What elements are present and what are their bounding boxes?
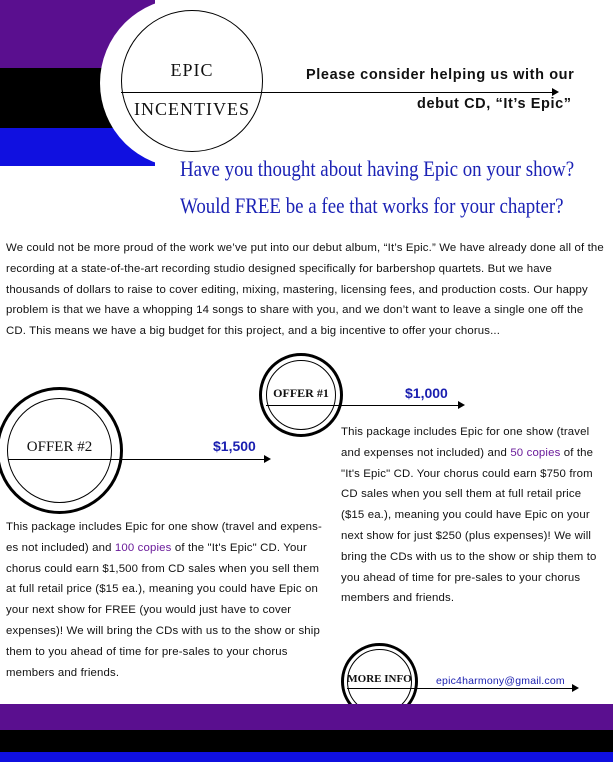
contact-email-link[interactable]: epic4harmony@gmail.com <box>436 675 565 687</box>
more-info-arrow-line <box>347 688 573 689</box>
offer1-label: OFFER #1 <box>273 386 329 400</box>
offer2-label: OFFER #2 <box>26 439 93 455</box>
more-info-label: MORE INFO <box>347 673 412 685</box>
headline-line1: Have you thought about having Epic on your show? <box>180 156 575 181</box>
offer2-description <box>6 517 324 683</box>
offer1-amount: $1,000 <box>405 385 448 401</box>
offer2-arrowhead <box>264 455 271 463</box>
header-badge-ring <box>121 10 263 152</box>
offer1-arrowhead <box>458 401 465 409</box>
bottom-band-purple <box>0 704 613 730</box>
offer1-text-a: This package includes Epic for one show (travel and expenses not included) and <box>341 426 590 459</box>
more-info-arrowhead <box>572 684 579 692</box>
badge-title-epic: EPIC <box>170 60 214 80</box>
offer2-text-b: of the "It's Epic" CD. Your chorus could earn $1,500 from CD sales when you sell them at full retail price ($15 ea.), meaning you could have Epic on your next show for FREE (you would just have to cover expenses)! We will bring the CDs with us to the show or ship them to you ahead of time for pre-sales to your chorus members and friends. <box>6 541 320 679</box>
offer2-text-a: This package includes Epic for one show (travel and expens-es not included) and <box>6 521 322 554</box>
bottom-band-blue <box>0 752 613 762</box>
tagline-line1: Please consider helping us with our <box>306 67 575 83</box>
header-arrow-line <box>121 92 553 93</box>
offer1-copies: 50 copies <box>510 446 561 459</box>
bottom-band-black <box>0 730 613 752</box>
offer1-text-b: of the "It's Epic" CD. Your chorus could earn $750 from CD sales when you sell them at full retail price ($15 ea.), meaning you could have Epic on your next show for just $250 (plus expenses)! We will bring the CDs with us to the show or ship them to you ahead of time for pre-sales to your chorus members and friends. <box>341 446 597 605</box>
offer2-amount: $1,500 <box>213 438 256 454</box>
header-arrowhead <box>552 88 559 96</box>
offer1-description <box>341 422 603 609</box>
offer2-arrow-line <box>8 459 265 460</box>
offer1-arrow-line <box>266 405 459 406</box>
intro-paragraph: We could not be more proud of the work we’ve put into our debut album, “It’s Epic.” We have already done all of the recording at a state-of-the-art recording studio designed specifically for barbershop quartets. But we have thousands of dollars to raise to cover editing, mixing, mastering, licensing fees, and production costs. Our happy problem is that we have a whopping 14 songs to share with you, and we don’t want to leave a single one off the CD. This means we have a big budget for this project, and a big incentive to offer your chorus... <box>6 242 604 338</box>
headline-line2: Would FREE be a fee that works for your chapter? <box>180 193 564 218</box>
offer2-copies: 100 copies <box>114 541 172 554</box>
badge-title-incentives: INCENTIVES <box>134 99 250 119</box>
tagline-line2: debut CD, “It’s Epic” <box>417 96 572 112</box>
